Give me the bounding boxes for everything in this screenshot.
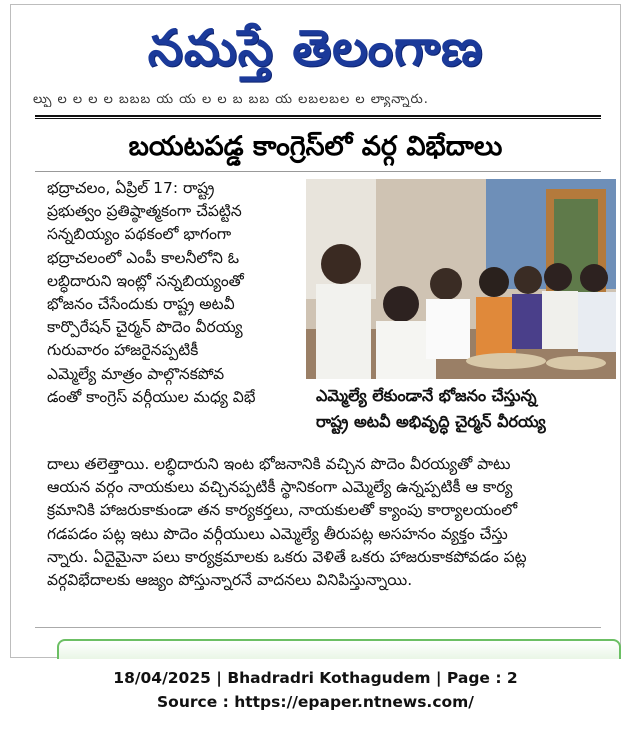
article-body: [47, 453, 603, 592]
column-line: లబ్ధిదారుని ఇంట్లో సన్నబియ్యంతో: [47, 271, 244, 290]
column-line: గురువారం హాజరైనప్పటికీ: [47, 341, 199, 360]
article-headline: బయటపడ్డ కాంగ్రెస్‌లో వర్గ విభేదాలు: [128, 131, 503, 162]
column-line: భోజనం చేసేందుకు రాష్ట్ర అటవీ: [47, 295, 235, 314]
body-line: ఆయన వర్గం నాయకులు వచ్చినప్పటికీ స్థానికంగా ఎమ్మెల్యే ఉన్నప్పటికీ ఆ కార్య: [47, 478, 513, 497]
body-line: గడపడం పట్ల ఇటు పొదెం వర్గీయులు ఎమ్మెల్యే తీరుపట్ల అసహనం వ్యక్తం చేస్తు: [47, 524, 508, 543]
page-footer: [0, 666, 631, 714]
column-line: ఎమ్మెల్యే మాత్రం పాల్గొనకపోవ: [47, 364, 225, 383]
body-line: దాలు తలెత్తాయి. లబ్ధిదారుని ఇంట భోజనానికి వచ్చిన పొదెం వీరయ్యతో పాటు: [47, 455, 511, 473]
divider: [35, 118, 601, 119]
photo-illustration: [306, 179, 616, 379]
news-photo: [306, 179, 616, 379]
body-line: న్నారు. ఏదైమైనా పలు కార్యక్రమాలకు ఒకరు వెళితే ఒకరు హాజరుకాకపోవడం పట్ల: [47, 547, 527, 566]
column-line: డంతో కాంగ్రెస్ వర్గీయుల మధ్య విభే: [47, 387, 256, 406]
cut-off-text-line: ల్పు ల ల ల ల బబబ య య ల ల బ బబ య లబలబల ల ల్యాన్నారు.: [33, 93, 429, 107]
column-line: భద్రాచలం, ఏప్రిల్ 17: రాష్ట్ర: [47, 179, 215, 197]
body-line: వర్గవిభేదాలకు ఆజ్యం పోస్తున్నారనే వాదనలు వినిపిస్తున్నాయి.: [47, 571, 413, 590]
masthead: [11, 7, 620, 89]
article-column: [47, 177, 303, 409]
masthead-title: నమస్తే తెలంగాణ: [147, 19, 484, 77]
divider: [35, 627, 601, 628]
column-line: ప్రభుత్వం ప్రతిష్ఠాత్మకంగా చేపట్టిన: [47, 202, 242, 221]
photo-caption: [316, 383, 616, 435]
date-edition-line: 18/04/2025 | Bhadradri Kothagudem | Page : 2: [113, 669, 518, 687]
source-line: Source : https://epaper.ntnews.com/: [157, 693, 474, 711]
divider: [35, 115, 601, 117]
caption-line: ఎమ్మెల్యే లేకుండానే భోజనం చేస్తున్న: [316, 386, 537, 405]
divider: [35, 171, 601, 172]
clipping-frame: [10, 4, 621, 658]
column-line: సన్నబియ్యం పథకంలో భాగంగా: [47, 225, 232, 244]
caption-line: రాష్ట్ర అటవీ అభివృద్ధి చైర్మన్ వీరయ్య: [316, 412, 546, 431]
body-line: క్రమానికి హాజరుకాకుండా తన కార్యకర్తలు, నాయకులతో క్యాంపు కార్యాలయంలో: [47, 501, 518, 520]
column-line: భద్రాచలంలో ఎంపీ కాలనీలోని ఓ: [47, 248, 240, 267]
column-line: కార్పొరేషన్ చైర్మన్ పొదెం వీరయ్య: [47, 318, 243, 337]
advertisement-strip: [57, 639, 621, 659]
